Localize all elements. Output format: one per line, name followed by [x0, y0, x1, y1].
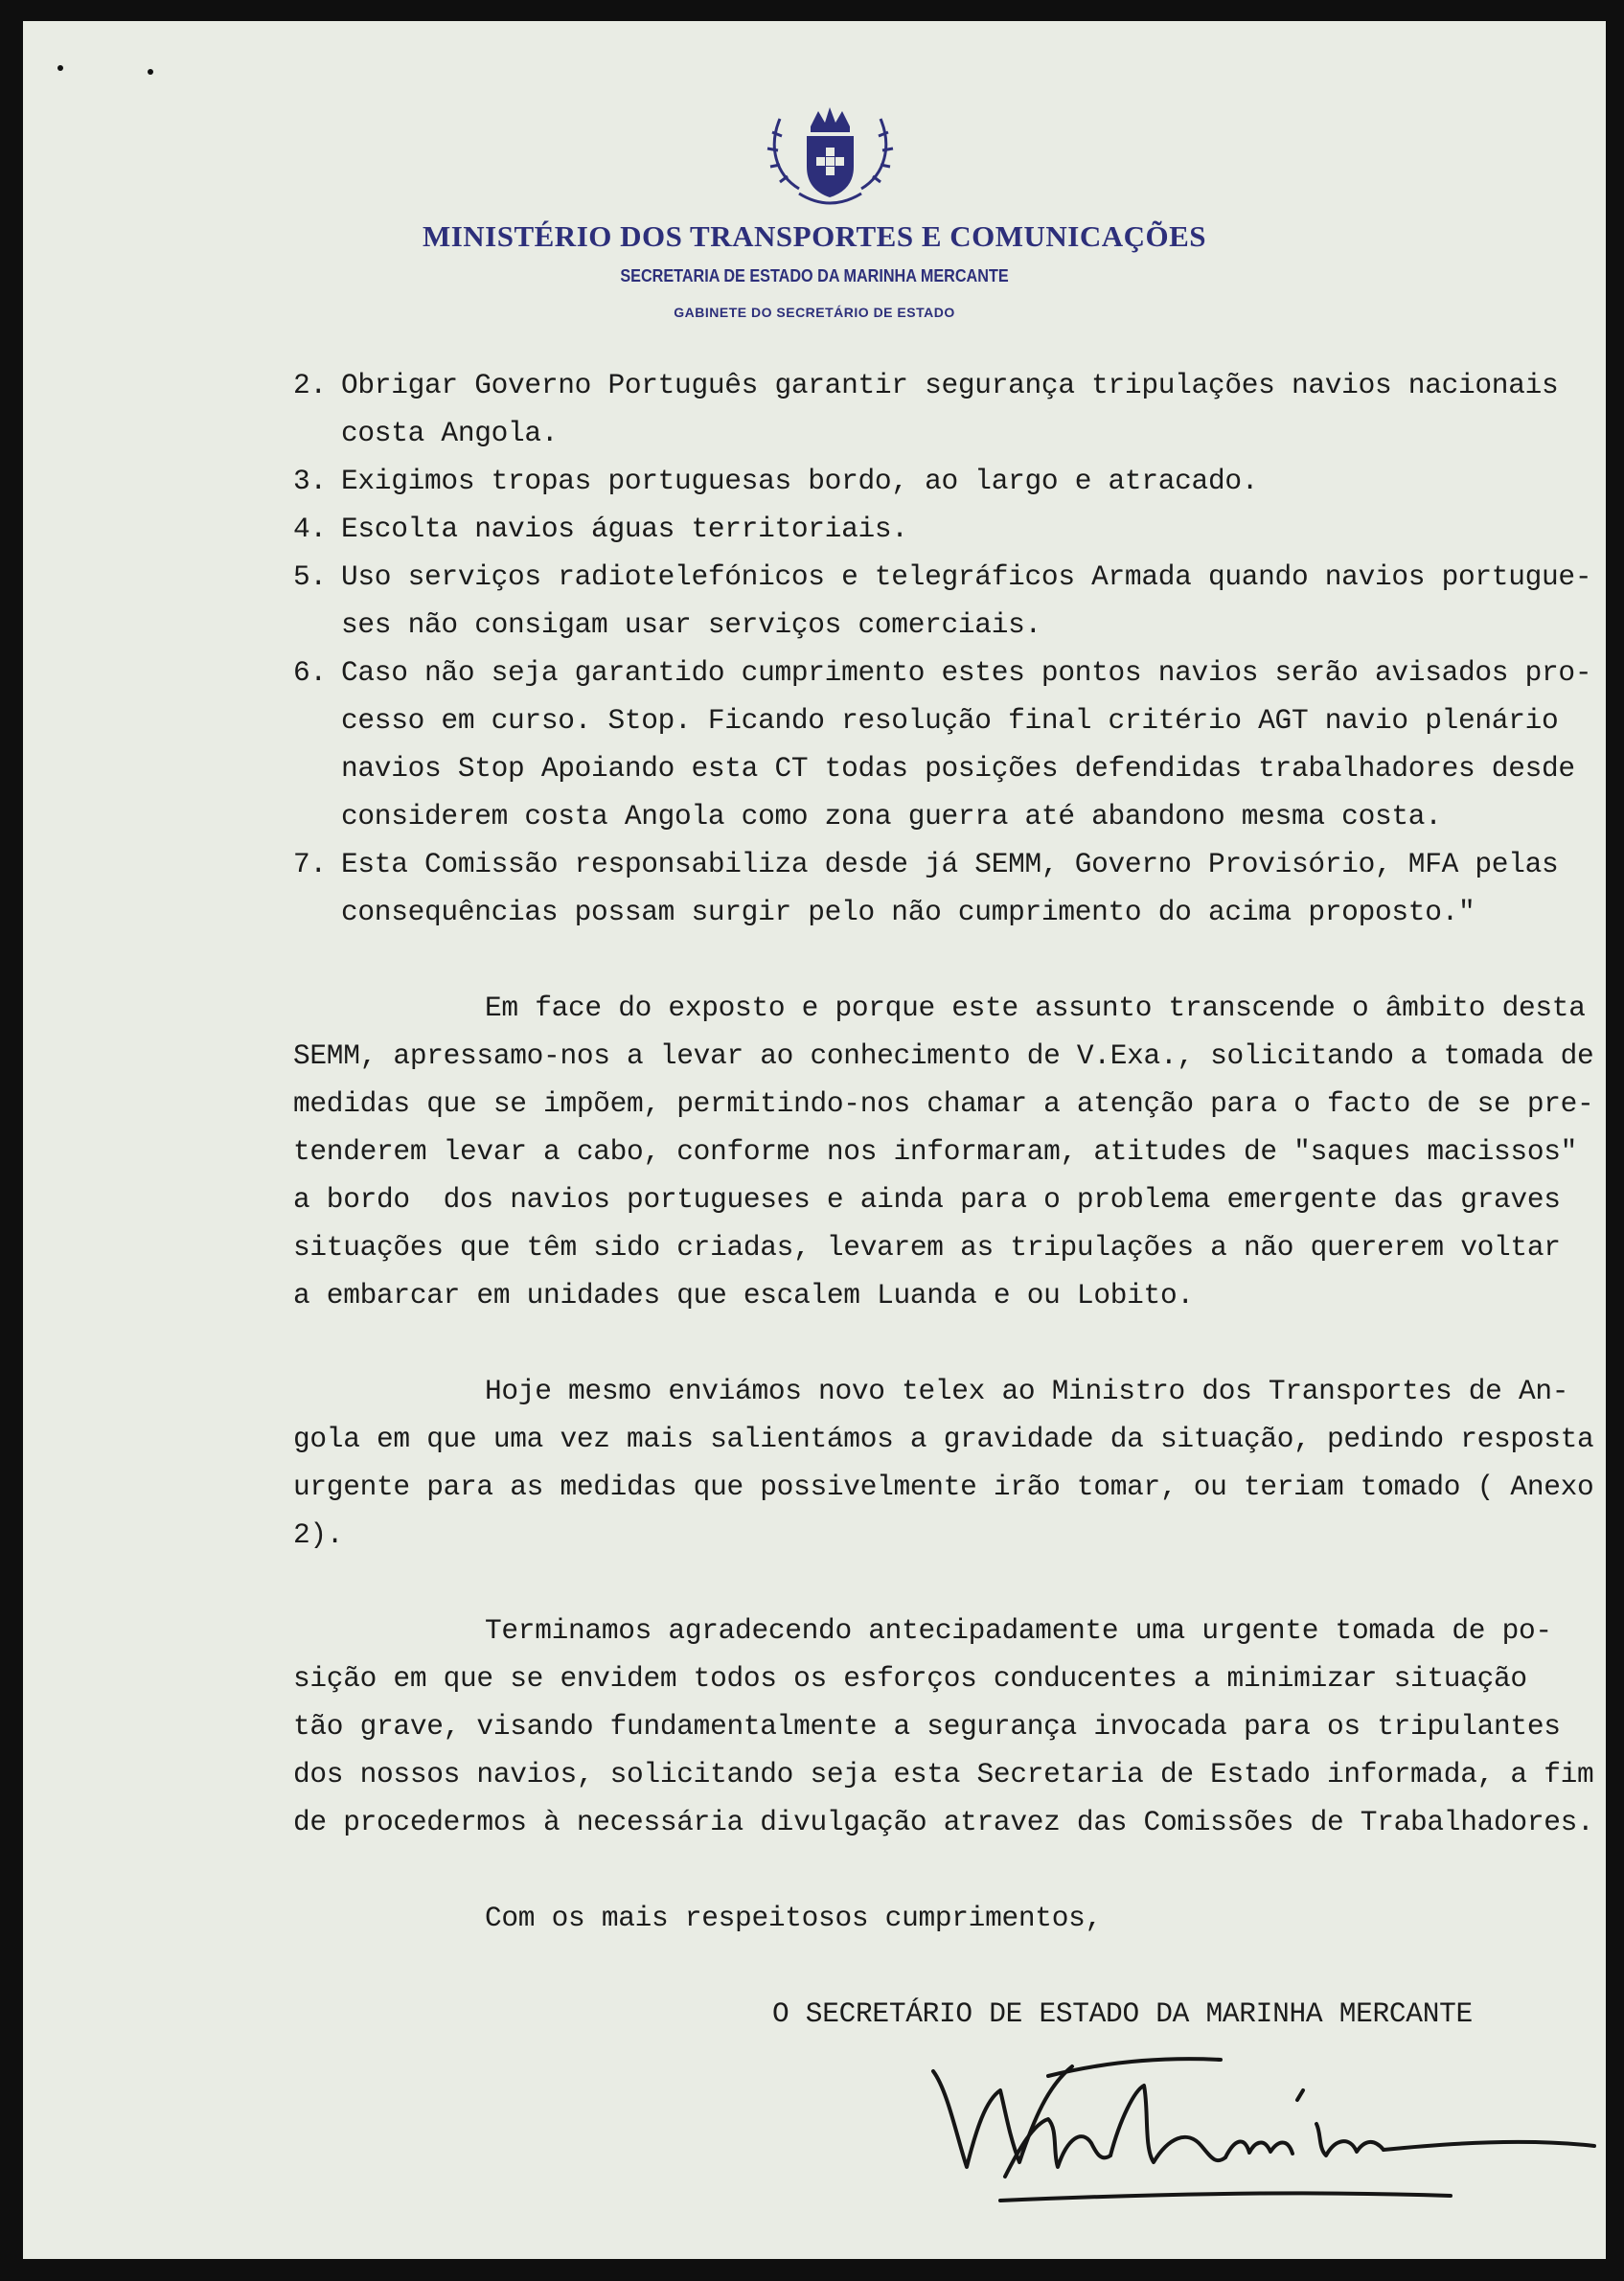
point-number: 5.	[293, 560, 327, 593]
secretariat-heading: SECRETARIA DE ESTADO DA MARINHA MERCANTE	[620, 266, 1009, 285]
point-text-line: costa Angola.	[341, 417, 559, 449]
punch-dot	[148, 69, 153, 75]
point-number: 4.	[293, 513, 327, 545]
point-text-line: Esta Comissão responsabiliza desde já SEMM, Governo Provisório, MFA pelas	[341, 848, 1559, 880]
ministry-heading: MINISTÉRIO DOS TRANSPORTES E COMUNICAÇÕES	[422, 219, 1207, 253]
point-text-line: Caso não seja garantido cumprimento estes pontos navios serão avisados pro-	[341, 656, 1592, 689]
point-text-line: Escolta navios águas territoriais.	[341, 513, 908, 545]
point-number: 2.	[293, 369, 327, 401]
handwritten-signature	[914, 2033, 1604, 2224]
punch-dot	[57, 65, 63, 71]
point-text-line: Uso serviços radiotelefónicos e telegráficos Armada quando navios portugue-	[341, 560, 1592, 593]
paragraph-line: Hoje mesmo enviámos novo telex ao Ministro dos Transportes de An-	[485, 1375, 1569, 1407]
paragraph-line: gola em que uma vez mais salientámos a gravidade da situação, pedindo resposta	[293, 1423, 1594, 1455]
document-page	[23, 21, 1606, 2259]
point-number: 7.	[293, 848, 327, 880]
paragraph-line: de procedermos à necessária divulgação atravez das Comissões de Trabalhadores.	[293, 1806, 1594, 1838]
cabinet-heading: GABINETE DO SECRETÁRIO DE ESTADO	[674, 305, 955, 320]
point-text-line: consequências possam surgir pelo não cumprimento do acima proposto."	[341, 896, 1475, 928]
point-number: 6.	[293, 656, 327, 689]
coat-of-arms-icon	[761, 98, 900, 217]
paragraph-line: Terminamos agradecendo antecipadamente uma urgente tomada de po-	[485, 1614, 1552, 1647]
point-text-line: cesso em curso. Stop. Ficando resolução final critério AGT navio plenário	[341, 704, 1559, 737]
paragraph-line: tenderem levar a cabo, conforme nos informaram, atitudes de "saques macissos"	[293, 1135, 1578, 1168]
point-text-line: Obrigar Governo Português garantir segurança tripulações navios nacionais	[341, 369, 1559, 401]
paragraph-line: sição em que se envidem todos os esforços conducentes a minimizar situação	[293, 1662, 1527, 1695]
paragraph-line: a embarcar em unidades que escalem Luanda e ou Lobito.	[293, 1279, 1194, 1312]
paragraph-line: a bordo dos navios portugueses e ainda para o problema emergente das graves	[293, 1183, 1561, 1216]
closing-line: Com os mais respeitosos cumprimentos,	[485, 1902, 1102, 1934]
paragraph-line: tão grave, visando fundamentalmente a segurança invocada para os tripulantes	[293, 1710, 1561, 1743]
point-text-line: ses não consigam usar serviços comerciais.	[341, 608, 1041, 641]
point-text-line: considerem costa Angola como zona guerra até abandono mesma costa.	[341, 800, 1442, 833]
paragraph-line: dos nossos navios, solicitando seja esta Secretaria de Estado informada, a fim	[293, 1758, 1594, 1791]
paragraph-line: SEMM, apressamo-nos a levar ao conhecimento de V.Exa., solicitando a tomada de	[293, 1039, 1594, 1072]
point-text-line: navios Stop Apoiando esta CT todas posições defendidas trabalhadores desde	[341, 752, 1575, 785]
point-number: 3.	[293, 465, 327, 497]
paragraph-line: urgente para as medidas que possivelmente irão tomar, ou teriam tomado ( Anexo	[293, 1471, 1594, 1503]
point-text-line: Exigimos tropas portuguesas bordo, ao largo e atracado.	[341, 465, 1259, 497]
paragraph-line: medidas que se impõem, permitindo-nos chamar a atenção para o facto de se pre-	[293, 1087, 1594, 1120]
paragraph-line: Em face do exposto e porque este assunto transcende o âmbito desta	[485, 992, 1586, 1024]
paragraph-line: situações que têm sido criadas, levarem as tripulações a não quererem voltar	[293, 1231, 1561, 1264]
paragraph-line: 2).	[293, 1518, 344, 1551]
signatory-title: O SECRETÁRIO DE ESTADO DA MARINHA MERCANTE	[772, 1997, 1473, 2030]
